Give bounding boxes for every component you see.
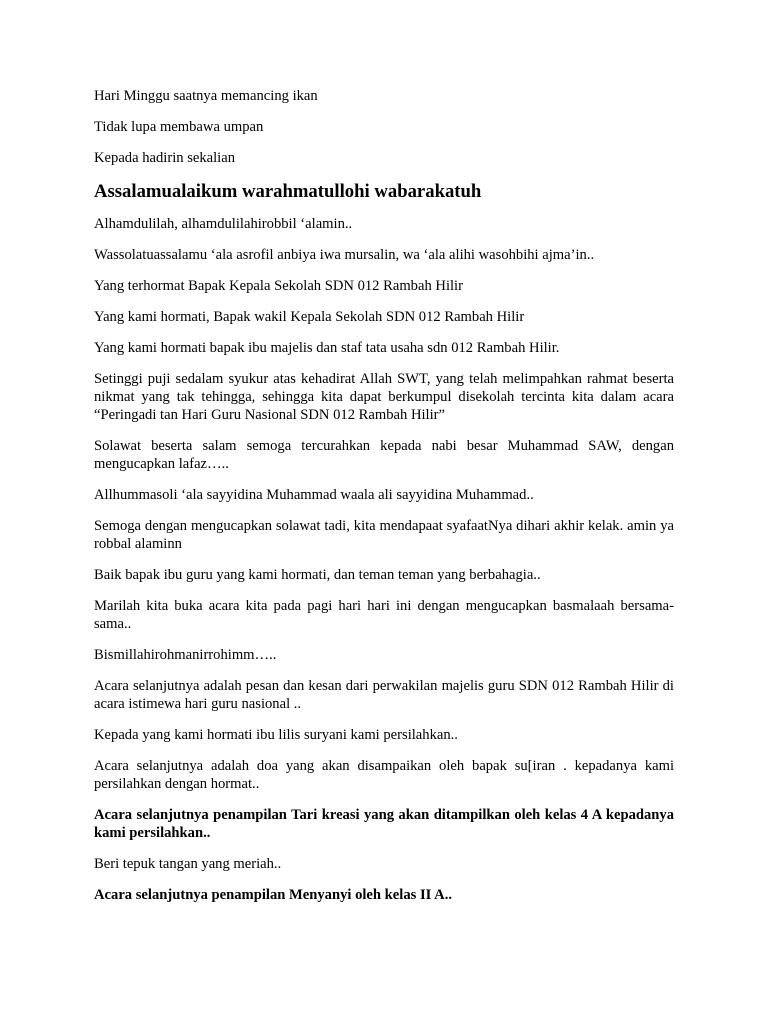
intro-line-3: Kepada hadirin sekalian bbox=[94, 150, 236, 166]
paragraph-agenda-dance: Acara selanjutnya penampilan Tari kreasi yang akan ditampilkan oleh kelas 4 A kepadanya kami persilahkan.. bbox=[94, 807, 674, 841]
paragraph-gratitude: Setinggi puji sedalam syukur atas kehadirat Allah SWT, yang telah melimpahkan rahmat beserta nikmat yang tak tehingga, sehingga kita dapat berkumpul disekolah tercinta kita dalam acara “Peringadi tan Hari Guru Nasional SDN 012 Rambah Hilir” bbox=[94, 371, 674, 423]
paragraph-applause: Beri tepuk tangan yang meriah.. bbox=[94, 856, 282, 872]
paragraph-syafaat: Semoga dengan mengucapkan solawat tadi, kita mendapaat syafaatNya dihari akhir kelak. amin ya robbal alaminn bbox=[94, 518, 674, 552]
paragraph-salawat-opening: Wassolatuassalamu ‘ala asrofil anbiya iwa mursalin, wa ‘ala alihi wasohbihi ajma’in.. bbox=[94, 247, 595, 263]
paragraph-opening-basmalah: Marilah kita buka acara kita pada pagi hari hari ini dengan mengucapkan basmalaah bersama-sama.. bbox=[94, 598, 674, 632]
paragraph-bismillah: Bismillahirohmanirrohimm….. bbox=[94, 647, 277, 663]
document-page bbox=[94, 87, 674, 917]
paragraph-salawat: Solawat beserta salam semoga tercurahkan kepada nabi besar Muhammad SAW, dengan mengucapkan lafaz….. bbox=[94, 438, 674, 472]
paragraph-invite-speaker: Kepada yang kami hormati ibu lilis suryani kami persilahkan.. bbox=[94, 727, 458, 743]
paragraph-hamdalah: Alhamdulilah, alhamdulilahirobbil ‘alamin.. bbox=[94, 216, 353, 232]
paragraph-salawat-lafaz: Allhummasoli ‘ala sayyidina Muhammad waala ali sayyidina Muhammad.. bbox=[94, 487, 534, 503]
intro-line-2: Tidak lupa membawa umpan bbox=[94, 119, 264, 135]
paragraph-greeting-staff: Yang kami hormati bapak ibu majelis dan staf tata usaha sdn 012 Rambah Hilir. bbox=[94, 340, 560, 356]
paragraph-agenda-singing: Acara selanjutnya penampilan Menyanyi oleh kelas II A.. bbox=[94, 887, 452, 903]
greeting-heading: Assalamualaikum warahmatullohi wabarakatuh bbox=[94, 181, 482, 202]
paragraph-greeting-vice-principal: Yang kami hormati, Bapak wakil Kepala Sekolah SDN 012 Rambah Hilir bbox=[94, 309, 525, 325]
paragraph-greeting-principal: Yang terhormat Bapak Kepala Sekolah SDN 012 Rambah Hilir bbox=[94, 278, 463, 294]
paragraph-agenda-speech: Acara selanjutnya adalah pesan dan kesan dari perwakilan majelis guru SDN 012 Rambah Hilir di acara istimewa hari guru nasional .. bbox=[94, 678, 674, 712]
paragraph-agenda-prayer: Acara selanjutnya adalah doa yang akan disampaikan oleh bapak su[iran . kepadanya kami persilahkan dengan hormat.. bbox=[94, 758, 674, 792]
intro-line-1: Hari Minggu saatnya memancing ikan bbox=[94, 88, 318, 104]
paragraph-audience-greeting: Baik bapak ibu guru yang kami hormati, dan teman teman yang berbahagia.. bbox=[94, 567, 541, 583]
